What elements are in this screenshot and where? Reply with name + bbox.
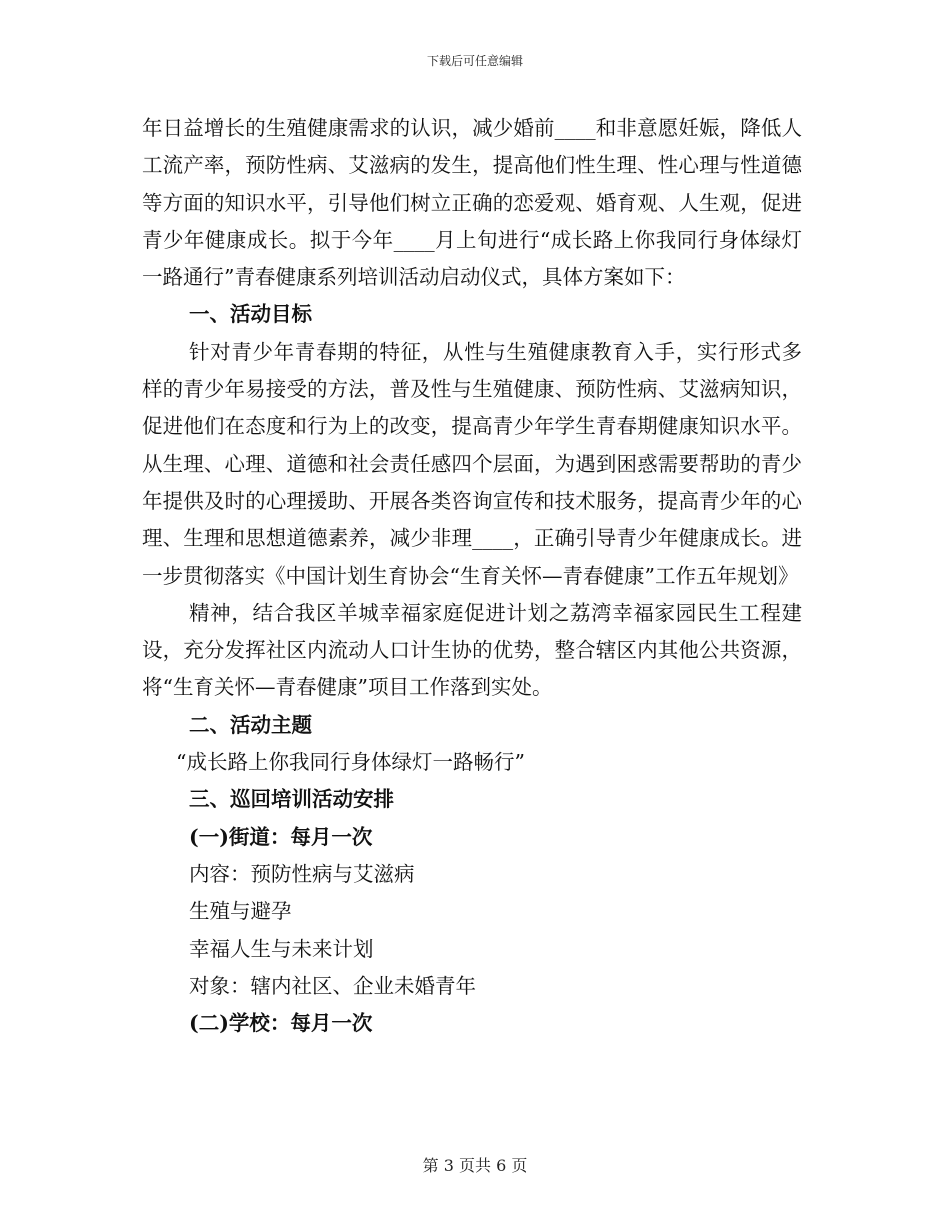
document-body [142,110,802,1042]
theme-slogan: “成长路上你我同行身体绿灯一路畅行” [176,750,525,775]
page-footer: 第 3 页共 6 页 [422,1156,528,1175]
subsection-heading-school: (二)学校：每月一次 [189,1011,373,1036]
section-heading-goals: 一、活动目标 [189,302,312,327]
section-heading-training: 三、巡回培训活动安排 [189,787,394,812]
goals-paragraph-2: 精神，结合我区羊城幸福家庭促进计划之荔湾幸福家园民生工程建设，充分发挥社区内流动人口计生协的优势，整合辖区内其他公共资源，将“生育关怀—青春健康”项目工作落到实处。 [142,600,802,700]
intro-paragraph: 年日益增长的生殖健康需求的认识，减少婚前____和非意愿妊娠，降低人工流产率，预防性病、艾滋病的发生，提高他们性生理、性心理与性道德等方面的知识水平，引导他们树立正确的恋爱观、婚育观、人生观，促进青少年健康成长。拟于今年____月上旬进行“成长路上你我同行身体绿灯一路通行”青春健康系列培训活动启动仪式，具体方案如下： [142,116,802,290]
street-content-item-3: 幸福人生与未来计划 [189,936,374,961]
goals-paragraph-1: 针对青少年青春期的特征，从性与生殖健康教育入手，实行形式多样的青少年易接受的方法，普及性与生殖健康、预防性病、艾滋病知识，促进他们在态度和行为上的改变，提高青少年学生青春期健康知识水平。从生理、心理、道德和社会责任感四个层面，为遇到困惑需要帮助的青少年提供及时的心理援助、开展各类咨询宣传和技术服务，提高青少年的心理、生理和思想道德素养，减少非理____，正确引导青少年健康成长。进一步贯彻落实《中国计划生育协会“生育关怀—青春健康”工作五年规划》 [142,339,802,588]
street-target: 对象：辖内社区、企业未婚青年 [189,973,476,998]
section-heading-theme: 二、活动主题 [189,712,312,737]
street-content: 内容：预防性病与艾滋病 [189,861,415,886]
subsection-heading-street: (一)街道：每月一次 [189,824,373,849]
street-content-item-2: 生殖与避孕 [189,899,292,924]
page-header: 下载后可任意编辑 [426,54,523,68]
